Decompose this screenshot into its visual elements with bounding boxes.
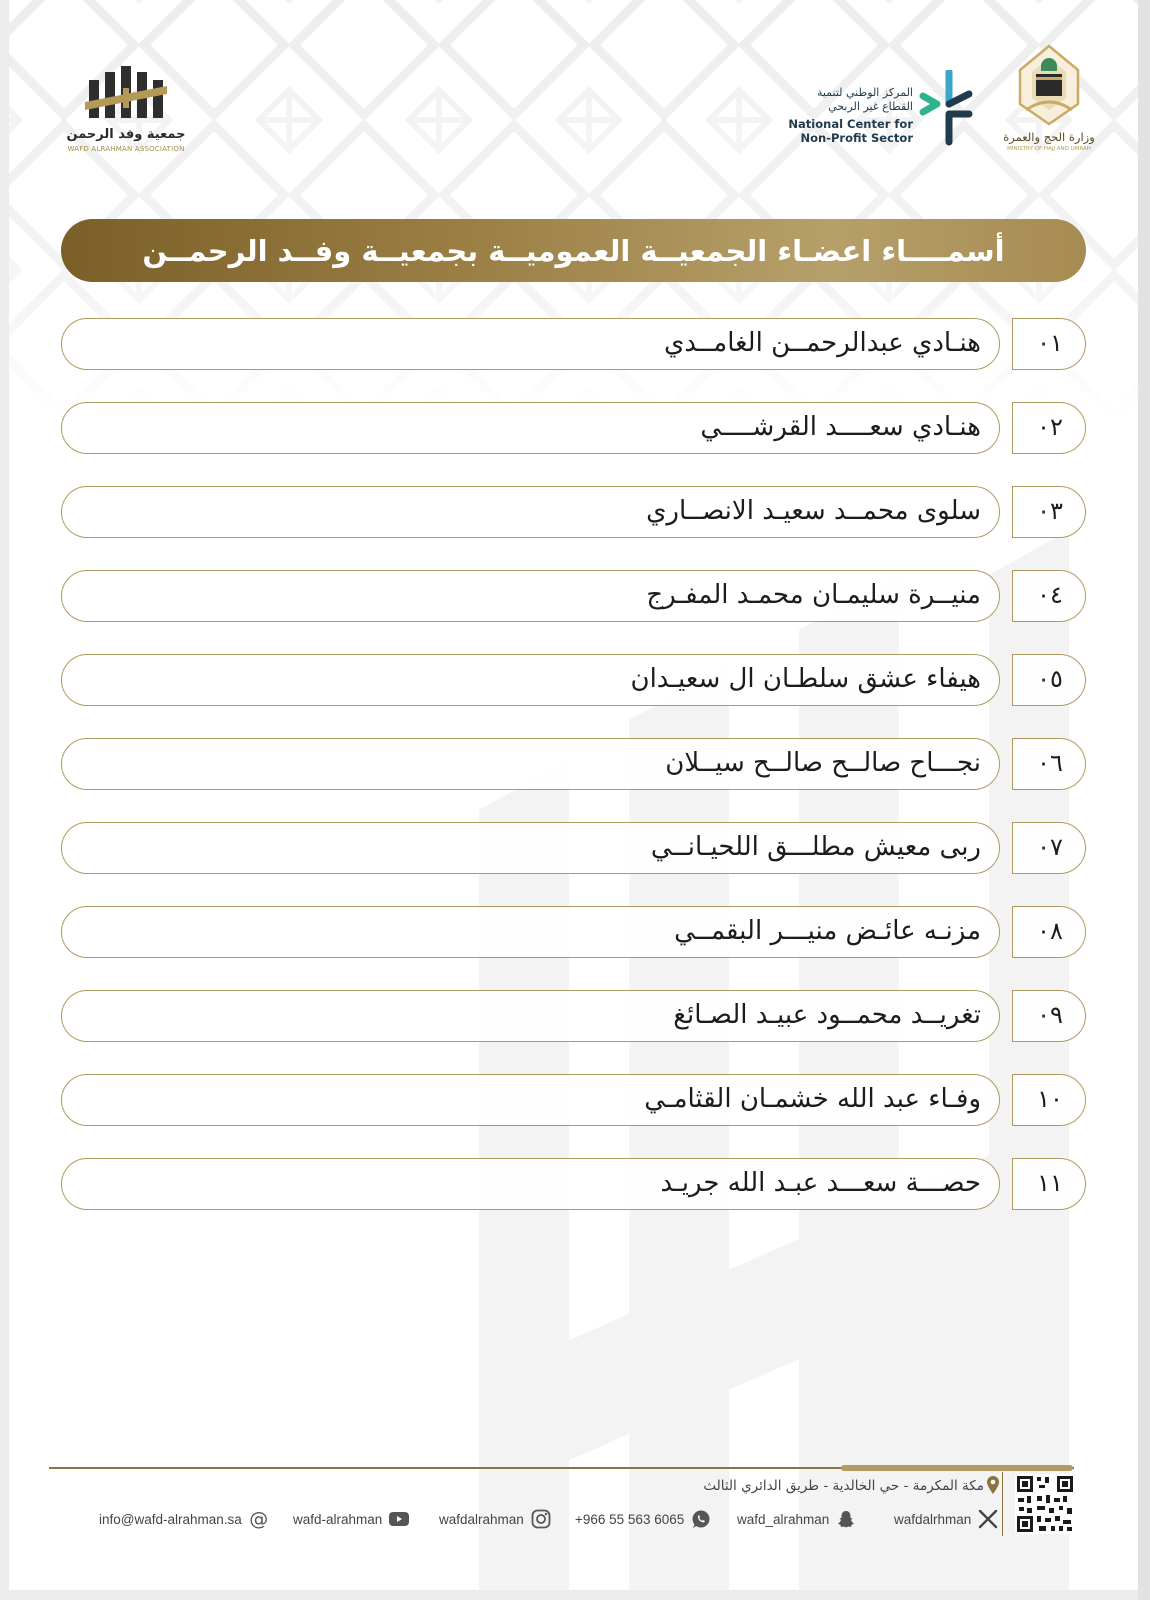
member-name: ربى معيش مطلـــق اللحيـانــي [650,832,981,862]
member-number: ٠٤ [1037,581,1063,609]
ministry-name-en: MINISTRY OF HAJJ AND UMRAH [1007,146,1091,152]
member-number: ٠٧ [1037,833,1063,861]
member-name-box [61,822,1000,874]
member-name-box [61,486,1000,538]
contact-email[interactable] [99,1506,270,1532]
footer-divider-accent [841,1465,1073,1471]
member-number-box [1012,990,1086,1042]
member-name: تغريــد محمــود عبيـد الصـائغ [673,1000,981,1030]
member-name-box [61,654,1000,706]
qr-code-icon [1015,1474,1075,1534]
member-number-box [1012,570,1086,622]
member-number-box [1012,654,1086,706]
x-handle: wafdalrhman [894,1511,972,1527]
member-row [61,1074,1086,1126]
ncnp-emblem-icon [919,70,975,146]
page-title: أسمــــاء اعضـاء الجمعيــة العموميــة بجمعيــة وفــد الرحمــن [142,233,1005,268]
member-row [61,570,1086,622]
youtube-handle: wafd-alrahman [293,1511,383,1527]
member-name-box [61,318,1000,370]
member-name-box [61,570,1000,622]
member-name-box [61,402,1000,454]
contact-whatsapp[interactable] [575,1506,712,1532]
snapchat-handle: wafd_alrahman [737,1511,830,1527]
whatsapp-icon [690,1508,712,1530]
instagram-icon [530,1508,552,1530]
member-name: نجـــاح صالــح صالــح سيــلان [665,748,981,778]
page-edge [1138,0,1150,1600]
member-name-box [61,906,1000,958]
member-name-box [61,1074,1000,1126]
member-row [61,318,1086,370]
ncnp-name-ar-line2: القطاع غير الربحي [828,100,913,113]
member-name: حصـــة سعـــد عبـد الله جريـد [660,1168,981,1198]
member-row [61,486,1086,538]
member-number-box [1012,402,1086,454]
member-number-box [1012,906,1086,958]
member-name-box [61,738,1000,790]
document-page [9,0,1139,1590]
contact-instagram[interactable] [439,1506,552,1532]
whatsapp-number: +966 55 563 6065 [575,1511,685,1527]
member-row [61,402,1086,454]
contact-snapchat[interactable] [737,1506,857,1532]
member-number: ٠٩ [1037,1001,1063,1029]
member-row [61,1158,1086,1210]
ministry-name-ar: وزارة الحج والعمرة [1003,130,1095,144]
member-name: وفـاء عبد الله خشمـان القثامـي [644,1084,981,1114]
member-number: ٠١ [1037,329,1063,357]
member-name: هنـادي عبدالرحمــن الغامــدي [664,328,981,358]
member-row [61,738,1086,790]
association-emblem-icon [61,62,191,124]
youtube-icon [388,1508,410,1530]
footer-contacts [89,1506,1009,1532]
member-number-box [1012,1158,1086,1210]
contact-youtube[interactable] [293,1506,410,1532]
member-name: هنـادي سعــــد القرشــــي [700,412,981,442]
member-row [61,822,1086,874]
member-number: ٠٥ [1037,665,1063,693]
member-number-box [1012,486,1086,538]
member-name-box [61,990,1000,1042]
member-number-box [1012,822,1086,874]
member-number: ٠٦ [1037,749,1063,777]
member-name: سلوى محمــد سعيـد الانصــاري [646,496,981,526]
member-name: منيــرة سليمـان محمـد المفـرج [646,580,981,610]
member-row [61,906,1086,958]
member-row [61,990,1086,1042]
member-number: ٠٨ [1037,917,1063,945]
member-name: هيفاء عشق سلطـان ال سعيـدان [630,664,981,694]
ncnp-name-ar-line1: المركز الوطني لتنمية [816,86,913,99]
member-number: ١١ [1037,1169,1063,1197]
association-logo [61,62,191,162]
member-name-box [61,1158,1000,1210]
member-number: ٠٣ [1037,497,1063,525]
x-logo-icon [977,1508,999,1530]
member-number-box [1012,1074,1086,1126]
ncnp-logo [788,70,991,150]
title-banner [61,219,1086,282]
location-pin-icon [987,1476,999,1494]
kaaba-emblem-icon [1014,44,1084,128]
ncnp-name-en-line1: National Center for [788,117,913,131]
contact-x[interactable] [894,1506,999,1532]
ministry-logo [994,44,1104,156]
at-sign-icon: @ [249,1508,269,1530]
member-number-box [1012,318,1086,370]
ncnp-name-en [773,117,913,145]
association-name-ar: جمعية وفد الرحمن [66,127,186,142]
footer-address: مكة المكرمة - حي الخالدية - طريق الدائري الثالث [703,1478,984,1494]
member-row [61,654,1086,706]
instagram-handle: wafdalrahman [439,1511,524,1527]
member-name: مزنـه عائـض منيـــر البقمــي [674,916,981,946]
ncnp-name-en-line2: Non-Profit Sector [800,131,913,145]
member-number: ١٠ [1037,1085,1063,1113]
email-address: info@wafd-alrahman.sa [99,1511,242,1527]
member-number-box [1012,738,1086,790]
ncnp-name-ar [773,86,913,114]
association-name-en: WAFD ALRAHMAN ASSOCIATION [67,145,185,153]
snapchat-icon [835,1508,857,1530]
member-number: ٠٢ [1037,413,1063,441]
